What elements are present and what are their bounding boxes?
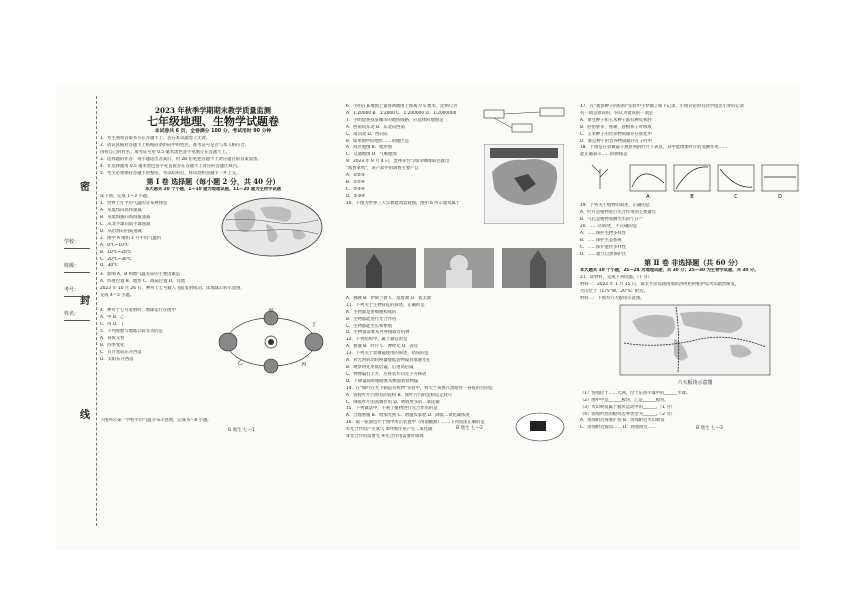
- question-line: A．合理密植 B．增加光照 C．增施农家肥 D．降低二氧化碳浓度: [346, 413, 470, 419]
- question-line: 13．下列关于显微镜使用的叙述，错误的是: [346, 351, 429, 357]
- q18-figures: [580, 159, 806, 199]
- notes-block: [100, 136, 326, 177]
- question-line: 火山位于（175°W，20°S）附近。: [580, 289, 648, 295]
- flowchart-figure: [482, 106, 566, 136]
- question-line: A．对光时转动转换器使低倍物镜对准通光孔: [346, 358, 431, 364]
- question-line: 7．小明想查找某城市的地铁线路，应选择的地图是: [346, 117, 444, 123]
- question-line: D．生物都需要从外界摄取有机物: [346, 330, 410, 336]
- apparatus-figure: [512, 409, 568, 445]
- question-line: A．佛教 B．伊斯兰教 C．基督教 D．犹太教: [346, 295, 432, 301]
- page-footer-2: B 地生 七—2: [456, 426, 483, 431]
- question-line: 2023 年 10 月 26 日，神舟十七号载人飞船发射成功。读地球公转示意图，: [100, 286, 245, 292]
- question-line: 21．读材料，完成下列问题。（7 分）: [580, 275, 652, 281]
- question-line: A．从低纬向高纬递减: [100, 208, 142, 214]
- orbit-label-yi: 乙: [237, 360, 243, 367]
- q18-label-c: C: [734, 194, 738, 200]
- question-line: C．生物都能生长和繁殖: [346, 323, 392, 329]
- part2-subtitle: 本大题共 10 个小题，21—24 为地理试题，共 30 分；25—30 为生物学试题，共 30 分。: [580, 268, 759, 274]
- question-line: A．昼夜交替: [100, 335, 125, 341]
- question-line: C．玉米种子的营养物质储存在胚乳中: [580, 131, 652, 137]
- question-line: B．气孔是植物蒸腾失水的"门户": [580, 216, 643, 222]
- orbit-label-ding: 丁: [311, 322, 317, 329]
- field-name: 姓名：: [64, 310, 98, 323]
- q18-label-a: A: [646, 194, 650, 200]
- question-line: C．20℃~30℃: [100, 256, 132, 262]
- religious-buildings-photos: [346, 248, 572, 292]
- question-line: B．①②④: [346, 179, 365, 185]
- question-line: 有一项是错误的，你认为错误的一项是: [580, 110, 654, 116]
- question-line: A．汤加附近海底扩张 B．汤加附近火山喷发: [580, 418, 665, 424]
- question-line: 2．图中 A 地的 1 月平均气温约: [100, 235, 162, 241]
- question-line: A．生物都是由细胞构成的: [346, 309, 397, 315]
- question-line: A．叶片是植物进行光合作用的主要器官: [580, 210, 656, 216]
- question-line: B．10℃~20℃: [100, 249, 132, 255]
- question-line: C．丙 D．丁: [100, 322, 125, 328]
- question-line: （4）汤加所处的板块边界类型为______。（2 分）: [580, 411, 675, 417]
- question-line: C．交通地图 D．气候地图: [346, 152, 397, 158]
- question-line: D．从沿海向内陆递减: [100, 228, 142, 234]
- question-line: D．太阳东升西落: [100, 356, 134, 362]
- question-line: D．①③④: [346, 193, 366, 199]
- note-line: 再将自己的姓名、准考证号用 0.5 毫米黑色签字笔填写在答题卡上。: [100, 149, 230, 155]
- binding-word-xian: 线: [80, 410, 90, 421]
- question-line: 6．小明在某地图上量得两地图上距离为 5 厘米，比例尺为: [346, 104, 458, 109]
- question-line: （1）汤加位于……大洲，位于东西半球中的______半球。: [580, 390, 691, 396]
- question-line: D．30℃: [100, 263, 118, 269]
- question-line: 能正确表示……的曲线是: [580, 152, 628, 158]
- field-exam-no: 考号：: [64, 286, 98, 299]
- question-line: C．日月星辰东升西落: [100, 349, 142, 355]
- question-line: D．下降镜筒时眼睛要从侧面看着物镜: [346, 378, 419, 384]
- question-line: C．物像偏右上方，应将装片向左下方移动: [346, 371, 427, 377]
- question-line: 18．下图是在显微镜下观察到的叶片下表皮，其中能增加叶片的蒸腾作用……: [580, 145, 728, 151]
- q18-label-d: D: [778, 194, 782, 200]
- q18-label-b: B: [690, 194, 694, 200]
- question-line: C．从北半球向南半球递减: [100, 221, 151, 227]
- question-line: A．①②③: [346, 173, 365, 179]
- question-line: 9．2023 年 9 月 4 日，贵州茅台与瑞幸咖啡联名推出: [346, 159, 450, 165]
- question-line: A．消耗叶片内原有的淀粉 B．使叶片内的淀粉运走耗尽: [346, 392, 453, 398]
- field-class: 班级：: [64, 262, 98, 275]
- column-3: [580, 100, 806, 540]
- question-line: "酱香拿铁"，该产品中的酒香主要产自: [346, 166, 419, 172]
- earth-orbit-diagram: [218, 308, 324, 374]
- binding-word-feng: 封: [80, 296, 90, 307]
- question-line: A．血液 B．叶片 C．神经元 D．表皮: [346, 344, 419, 350]
- plates-map-caption: 六大板块示意图: [677, 379, 713, 386]
- question-line: 3．影响 A、B 两地气温差异的主要因素是: [100, 272, 181, 278]
- question-line: A．政区地图 B．地形图: [346, 145, 392, 151]
- question-line: B．从低海拔向高海拔递减: [100, 215, 151, 221]
- question-line: 下图所示某一学校平均气温分布示意图，完成 6～8 小题。: [100, 418, 212, 424]
- question-line: D．菜豆种子的营养物质储存在子叶中: [580, 138, 653, 144]
- field-school: 学校：: [64, 238, 98, 251]
- question-line: 14．在"绿叶在光下制造有机物"实验中，将天竺葵放在黑暗处一昼夜的目的是: [346, 385, 493, 391]
- question-line: 材料二：下图为六大板块示意图。: [580, 296, 645, 302]
- question-line: A．菜豆种子和玉米种子都有种皮和胚: [580, 117, 652, 123]
- note-line: 3．选择题的作答：每小题选出答案后，用 2B 铅笔把答题卡上对应题目的答案涂黑。: [100, 156, 262, 162]
- china-map-figure: [484, 144, 564, 224]
- question-line: 4．神舟十七号发射时，地球运行在图中: [100, 308, 176, 314]
- question-line: A．甲 B．乙: [100, 315, 125, 321]
- binding-strip: [64, 96, 98, 536]
- part1-title: 第 Ⅰ 卷 选择题（每小题 2 分，共 40 分）: [146, 177, 280, 187]
- question-line: B．胚由胚芽、胚轴、胚根和子叶组成: [580, 124, 652, 130]
- question-line: 20．……的叙述，不正确的是: [580, 223, 638, 229]
- question-line: （3）火山喷发属于板块运动中的______。（1 分）: [580, 404, 675, 410]
- world-temperature-map: [220, 196, 324, 258]
- question-line: 15．下列做法中，不利于植物进行光合作用的是: [346, 406, 438, 412]
- part2-title: 第 Ⅱ 卷 非选择题（共 60 分）: [644, 258, 742, 268]
- question-line: ③光合作用需要光 ④光合作用需要叶绿体: [346, 434, 424, 440]
- note-line: 4．非选择题用 0.5 毫米黑色签字笔直接答在答题卡上对应的答题区域内。: [100, 163, 242, 169]
- orbit-label-jia: 甲: [268, 308, 274, 315]
- exam-subject-title: 七年级地理、生物学试题卷: [147, 115, 279, 128]
- question-line: 17．在"观察种子的结构"实验中小梦做了如下记录，小组讨论时有同学指出小梦的记录: [580, 104, 745, 109]
- binding-dashed-line: [96, 96, 97, 526]
- six-plates-map: [580, 303, 806, 387]
- page-footer-3: B 地生 七—3: [696, 426, 723, 431]
- note-line: 2．请认真核对答题卡上粘贴的条形码中的姓名、准考证号是否与本人相符合，: [100, 142, 249, 148]
- question-line: B．生物都能进行光合作用: [346, 316, 397, 322]
- question-line: 完成 4～5 小题。: [100, 293, 134, 299]
- question-line: （2）图中甲是______板块，乙是______板块。: [580, 397, 669, 403]
- question-line: C．……保护遗传多样性: [580, 244, 626, 250]
- question-line: A．0℃~10℃: [100, 242, 129, 248]
- binding-word-mi: 密: [80, 182, 90, 193]
- question-line: 材料一：2022 年 1 月 15 日，南太平洋岛国汤加的洪阿哈阿帕伊岛火山剧烈喷发，: [580, 282, 740, 288]
- question-line: A．……保护生物多样性: [580, 230, 626, 236]
- question-line: B．四季变化: [100, 342, 125, 348]
- question-line: A．1:20000 B．1:2000 C．1:200000 D．1:2000000: [346, 110, 457, 116]
- question-line: 读下图，完成 1～3 小题。: [100, 194, 152, 200]
- question-line: C．汤加附近海沟…… D．汤加附近……: [580, 425, 657, 431]
- column-2: [346, 100, 572, 540]
- question-line: 12．下列结构中，属于器官的是: [346, 337, 408, 343]
- question-line: 5．下列现象与地球公转有关的是: [100, 329, 163, 335]
- note-line: 5．考生必须保持答题卡的整洁，考试结束后，将试卷和答题卡一并上交。: [100, 170, 241, 176]
- question-line: 19．下列关于植物的叙述，正确的是: [580, 203, 650, 209]
- question-line: A．纬度位置 B．地形 C．海陆位置 D．洋流: [100, 279, 186, 285]
- question-line: C．②③④: [346, 186, 365, 192]
- question-line: 8．如果图中的地形……的地区是: [346, 138, 409, 144]
- question-line: A．西南向东北 B．东北向西南: [346, 124, 405, 130]
- question-line: D．……建立自然保护区: [580, 251, 627, 257]
- exam-title-line: 2023 年秋季学期期末教学质量监测: [155, 106, 271, 115]
- question-line: ①光合作用产生氧气 ②呼吸作用产生二氧化碳: [346, 427, 433, 433]
- page-footer-1: B 地生 七—1: [228, 428, 255, 433]
- question-line: C．降低叶片的蒸腾作用 D．吸收更多的二氧化碳: [346, 399, 440, 405]
- question-line: 1．世界上年平均气温的分布规律是: [100, 201, 168, 207]
- column-1: [100, 100, 326, 540]
- question-line: 11．下列关于生物特征的叙述，正确的是: [346, 302, 425, 308]
- note-line: 1．考生须将答案书写在答题卡上，答在本试题卷上无效。: [100, 136, 211, 141]
- question-line: 10．下图为世界三大宗教建筑景观图，图中 b 所示建筑属于: [346, 200, 461, 206]
- question-line: B．观察时先用低倍镜，后用高倍镜: [346, 364, 414, 370]
- part1-subtitle: 本大题共 20 个小题，1—10 题为地理试题，11—20 题为生物学试题: [144, 187, 281, 193]
- orbit-label-bing: 丙: [301, 362, 307, 369]
- exam-info: 本试卷共 6 页，全卷满分 100 分，考试用时 90 分钟: [154, 129, 272, 134]
- question-line: 16．取一张面包片于图中所示装置中（两面酸甜）……下列说法正确的是: [346, 420, 485, 426]
- question-line: B．……保护生态系统: [580, 237, 622, 243]
- question-line: C．南向北 D．西向东: [346, 131, 389, 137]
